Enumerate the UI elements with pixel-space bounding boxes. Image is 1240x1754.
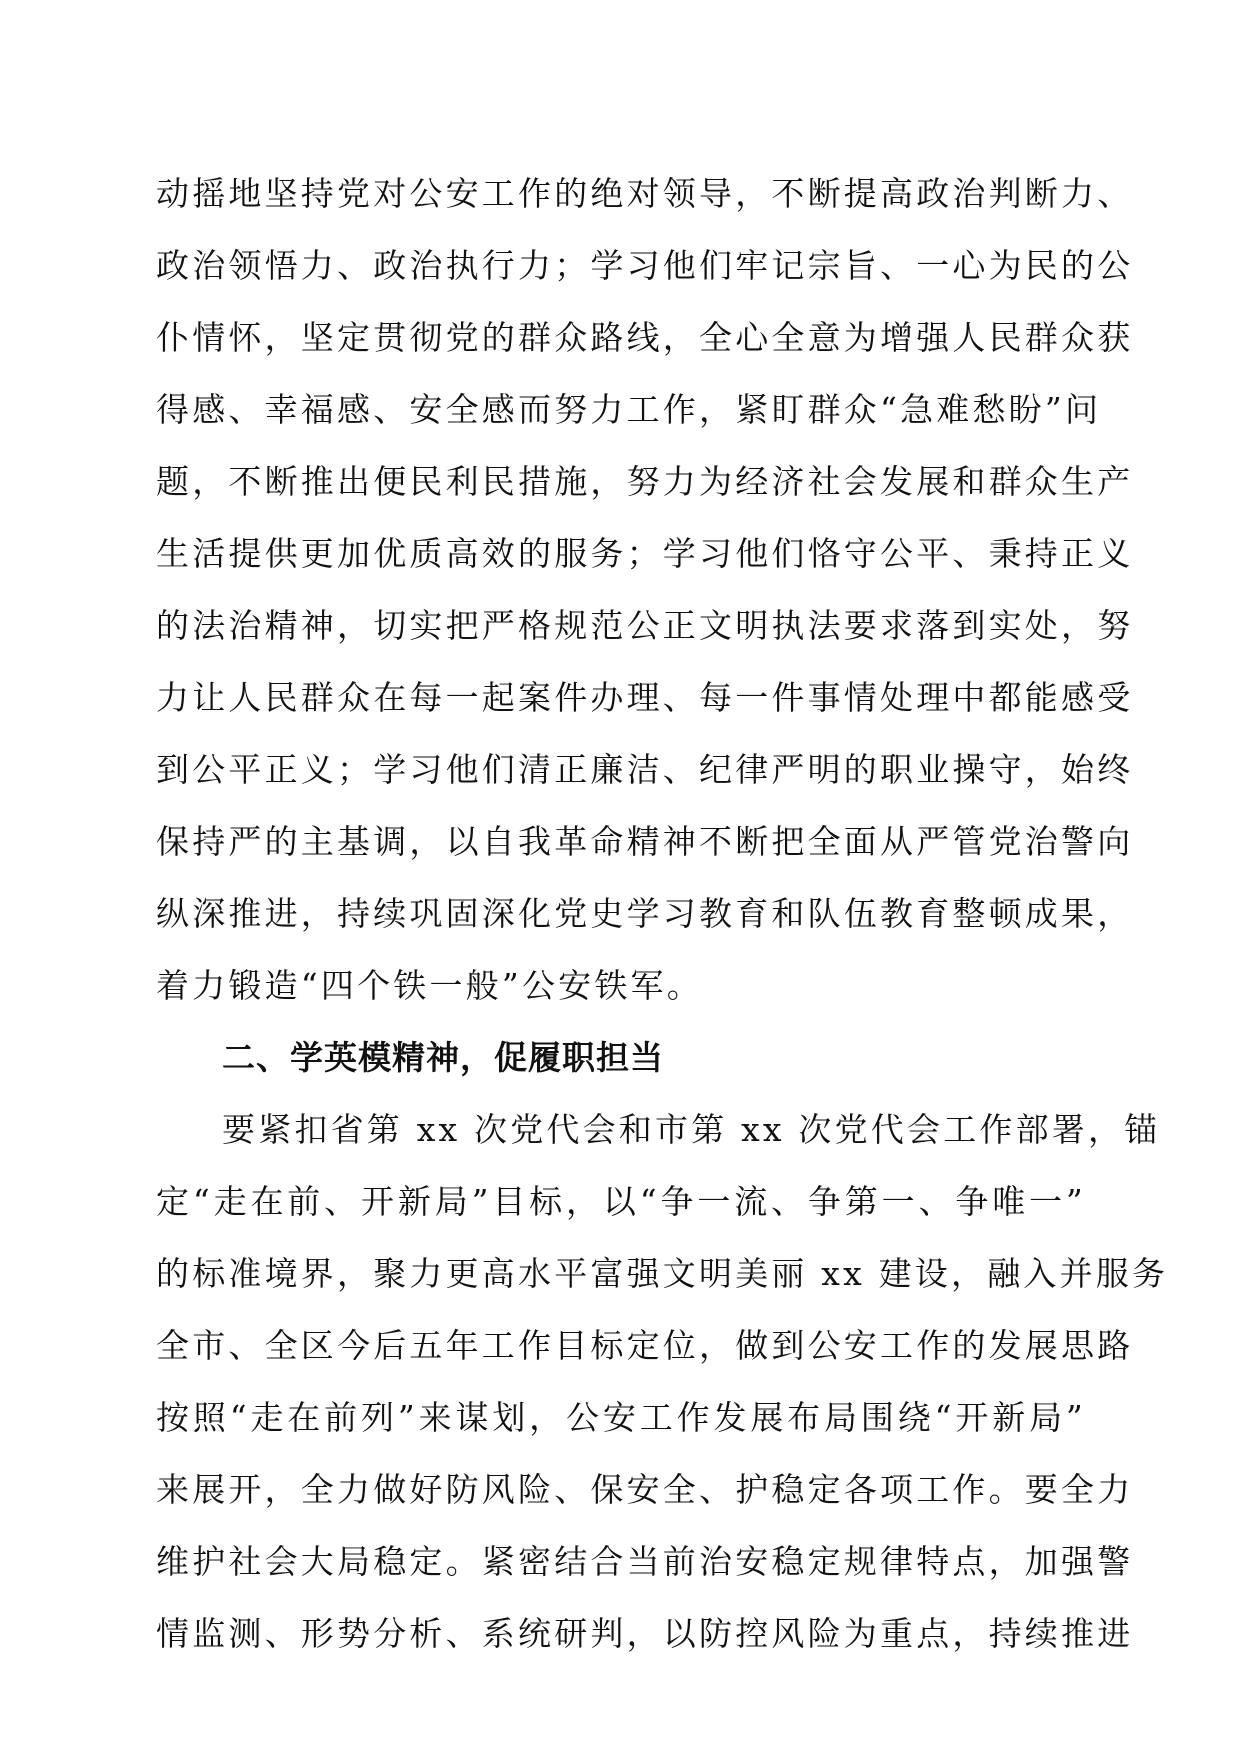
text-line: 题，不断推出便民利民措施，努力为经济社会发展和群众生产 (156, 462, 1134, 501)
text-line: 的法治精神，切实把严格规范公正文明执法要求落到实处，努 (156, 606, 1134, 645)
text-line: 维护社会大局稳定。紧密结合当前治安稳定规律特点，加强警 (156, 1542, 1134, 1581)
document-body (156, 158, 1169, 1670)
text-line: 力让人民群众在每一起案件办理、每一件事情处理中都能感受 (156, 678, 1134, 717)
text-line: 要紧扣省第 xx 次党代会和市第 xx 次党代会工作部署，锚 (222, 1110, 1161, 1149)
text-line: 情监测、形势分析、系统研判，以防控风险为重点，持续推进 (156, 1614, 1134, 1653)
text-line: 定“走在前、开新局”目标，以“争一流、争第一、争唯一” (156, 1182, 1086, 1221)
paragraph-1 (156, 158, 1134, 1022)
text-line: 到公平正义；学习他们清正廉洁、纪律严明的职业操守，始终 (156, 750, 1134, 789)
text-line: 按照“走在前列”来谋划，公安工作发展布局围绕“开新局” (156, 1398, 1086, 1437)
text-line: 着力锻造“四个铁一般”公安铁军。 (156, 966, 703, 1005)
text-line: 仆情怀，坚定贯彻党的群众路线，全心全意为增强人民群众获 (156, 318, 1134, 357)
text-line: 动摇地坚持党对公安工作的绝对领导，不断提高政治判断力、 (156, 174, 1134, 213)
paragraph-2 (156, 1094, 1169, 1670)
text-line: 全市、全区今后五年工作目标定位，做到公安工作的发展思路 (156, 1326, 1134, 1365)
text-line: 得感、幸福感、安全感而努力工作，紧盯群众“急难愁盼”问 (156, 390, 1102, 429)
section-heading: 二、学英模精神，促履职担当 (222, 1038, 664, 1077)
text-line: 的标准境界，聚力更高水平富强文明美丽 xx 建设，融入并服务 (156, 1254, 1169, 1293)
text-line: 政治领悟力、政治执行力；学习他们牢记宗旨、一心为民的公 (156, 246, 1134, 285)
text-line: 生活提供更加优质高效的服务；学习他们恪守公平、秉持正义 (156, 534, 1134, 573)
text-line: 纵深推进，持续巩固深化党史学习教育和队伍教育整顿成果， (156, 894, 1134, 933)
text-line: 来展开，全力做好防风险、保安全、护稳定各项工作。要全力 (156, 1470, 1134, 1509)
text-line: 保持严的主基调，以自我革命精神不断把全面从严管党治警向 (156, 822, 1134, 861)
